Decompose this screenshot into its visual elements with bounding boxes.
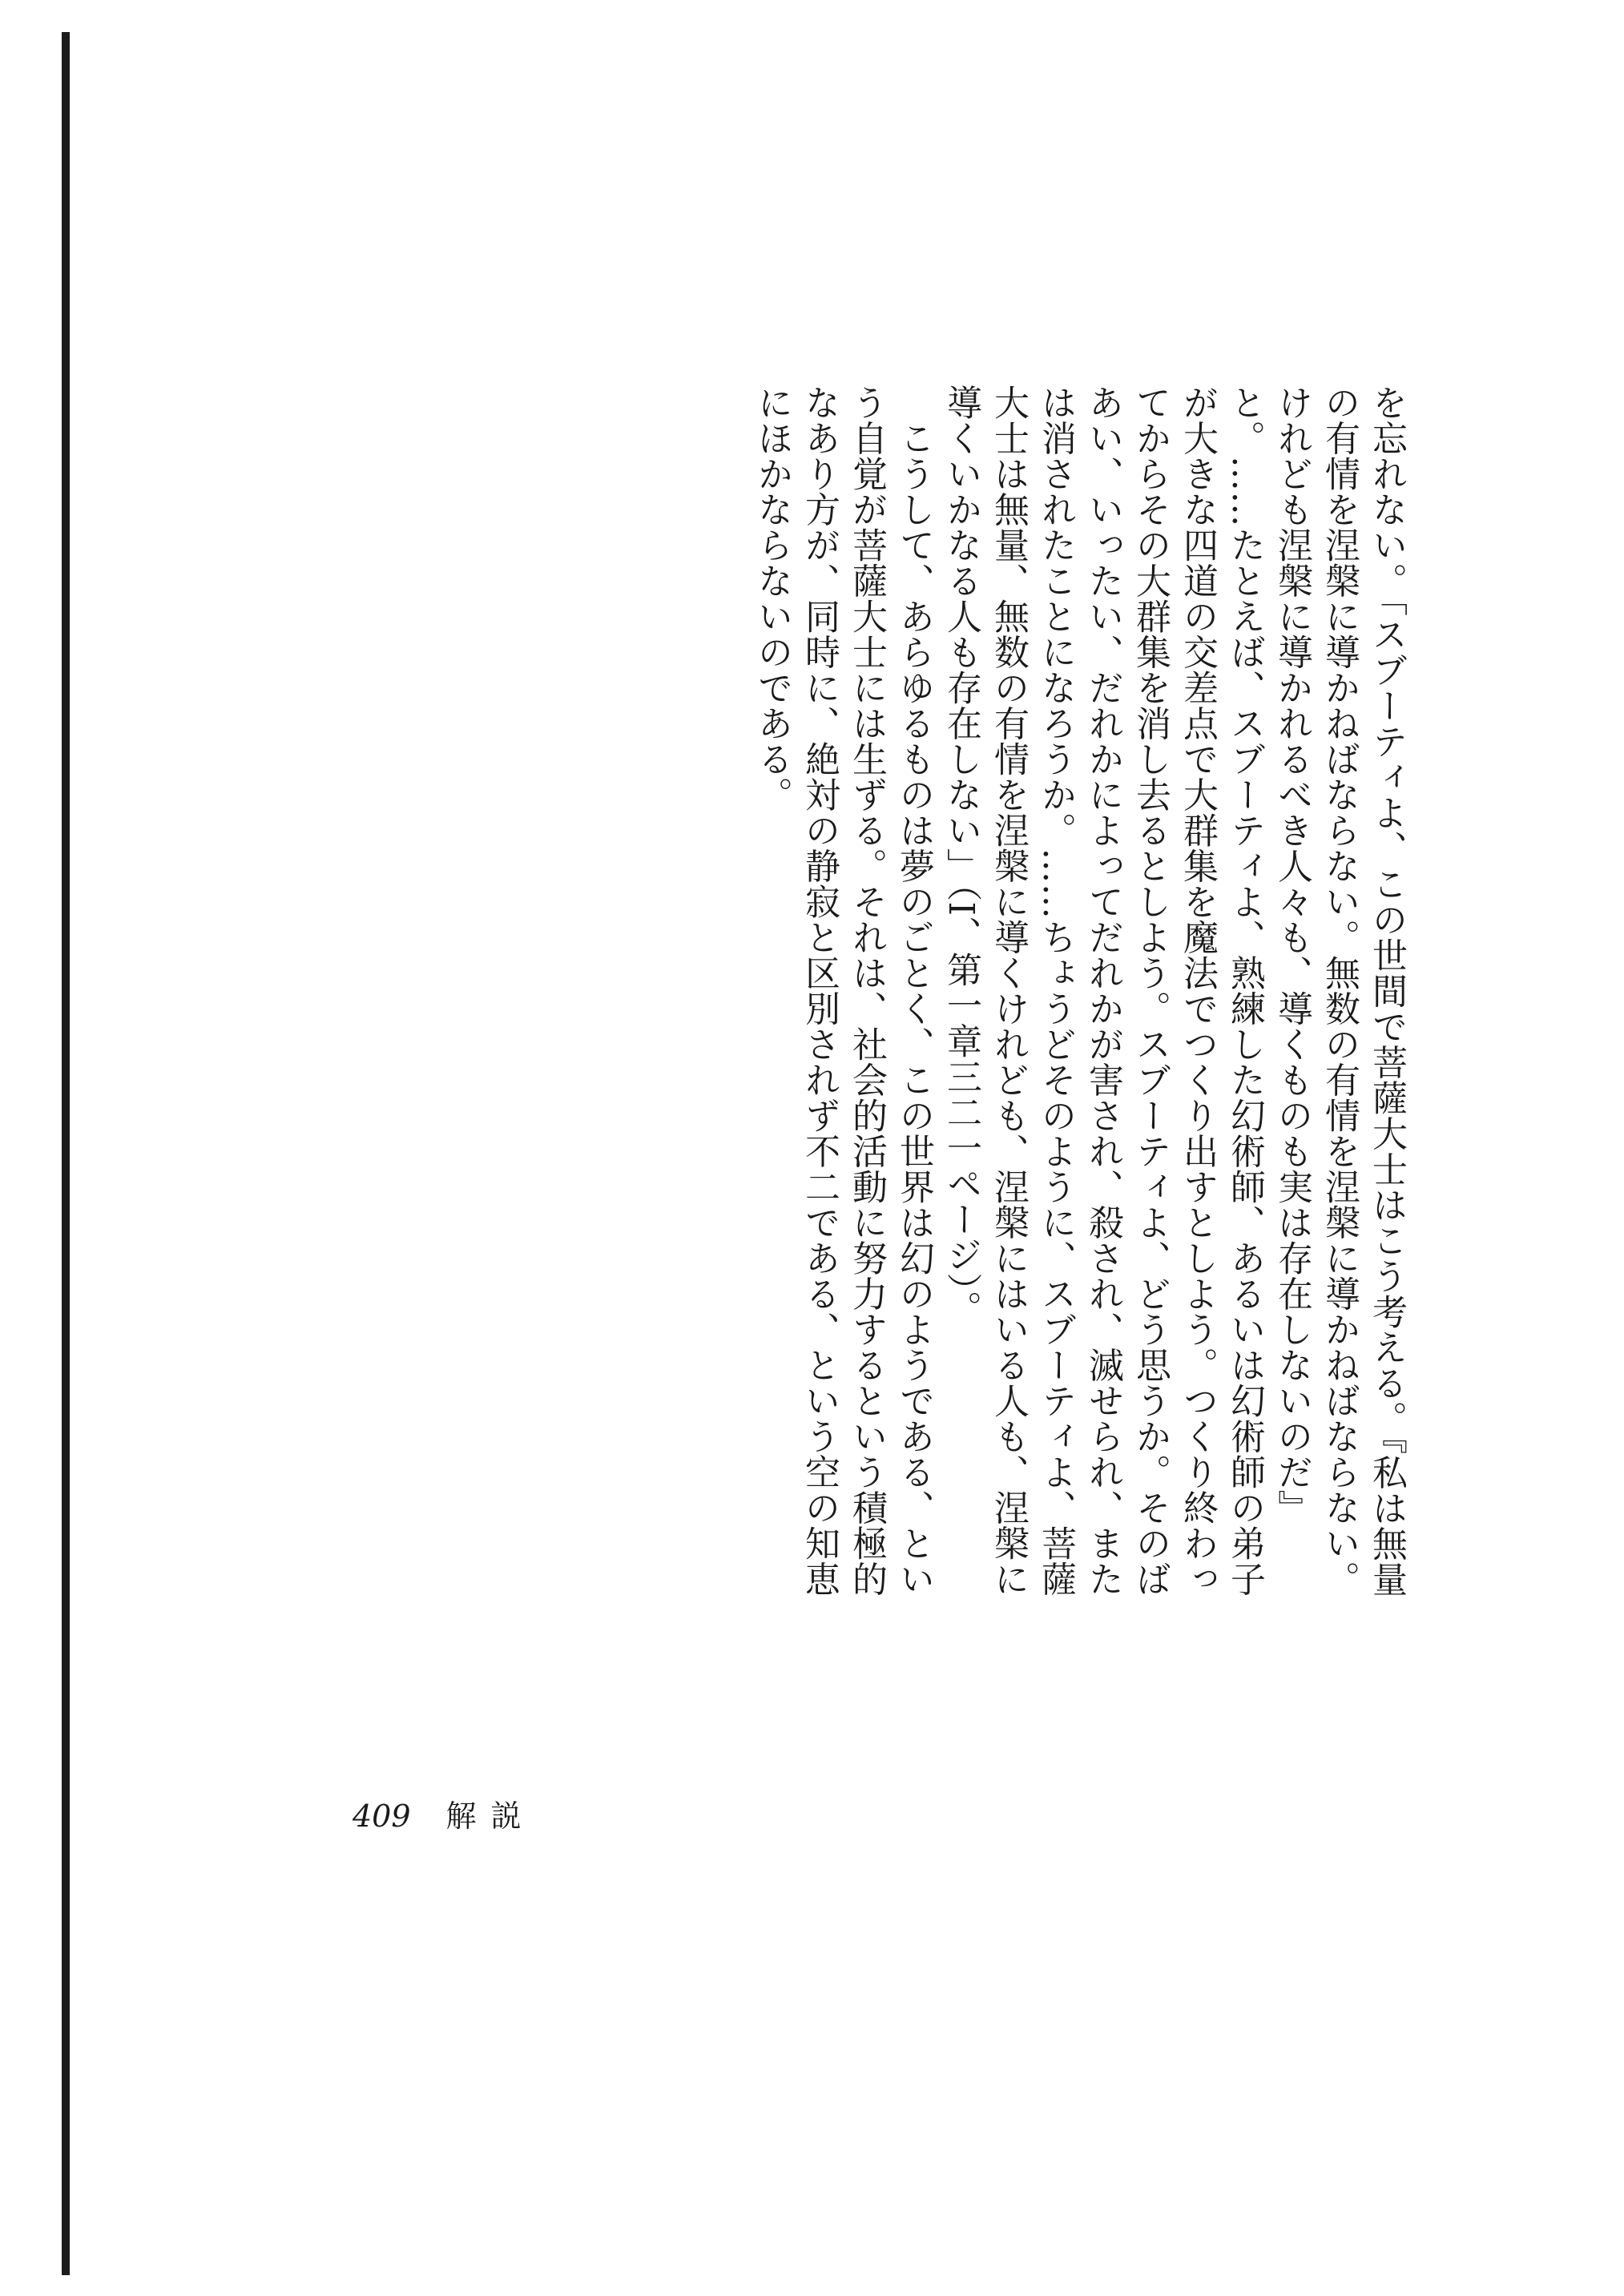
paragraph-1: を忘れない。「スブーティよ、この世間で菩薩大士はこう考える。『私は無量の有情を涅槃に導かねばならない。無数の有情を涅槃に導かねばならない。けれども涅槃に導かれるべき人々も、導くものも実は存在しないのだ』と。……たとえば、スブーティよ、熟練した幻術師、あるいは幻術師の弟子が大きな四道の交差点で大群集を魔法でつくり出すとしよう。つくり終わってからその大群集を消し去るとしよう。スブーティよ、どう思うか。そのばあい、いったい、だれかによってだれかが害され、殺され、滅せられ、または消されたことになろうか。……ちょうどそのように、スブーティよ、菩薩大士は無量、無数の有情を涅槃に導くけれども、涅槃にはいる人も、涅槃に導くいかなる人も存在しない」（I、第一章三二一ページ）。 [941, 385, 1407, 1597]
page-number: 409 [353, 1799, 411, 1834]
binding-edge-line [62, 32, 70, 2275]
page-footer [353, 1791, 536, 1835]
paragraph-2: こうして、あらゆるものは夢のごとく、この世界は幻のようである、という自覚が菩薩大士には生ずる。それは、社会的活動に努力するという積極的なあり方が、同時に、絶対の静寂と区別されず不二である、という空の知恵にほかならないのである。 [752, 385, 934, 1597]
vertical-text-body [752, 385, 1410, 1618]
running-title: 解説 [445, 1799, 536, 1834]
